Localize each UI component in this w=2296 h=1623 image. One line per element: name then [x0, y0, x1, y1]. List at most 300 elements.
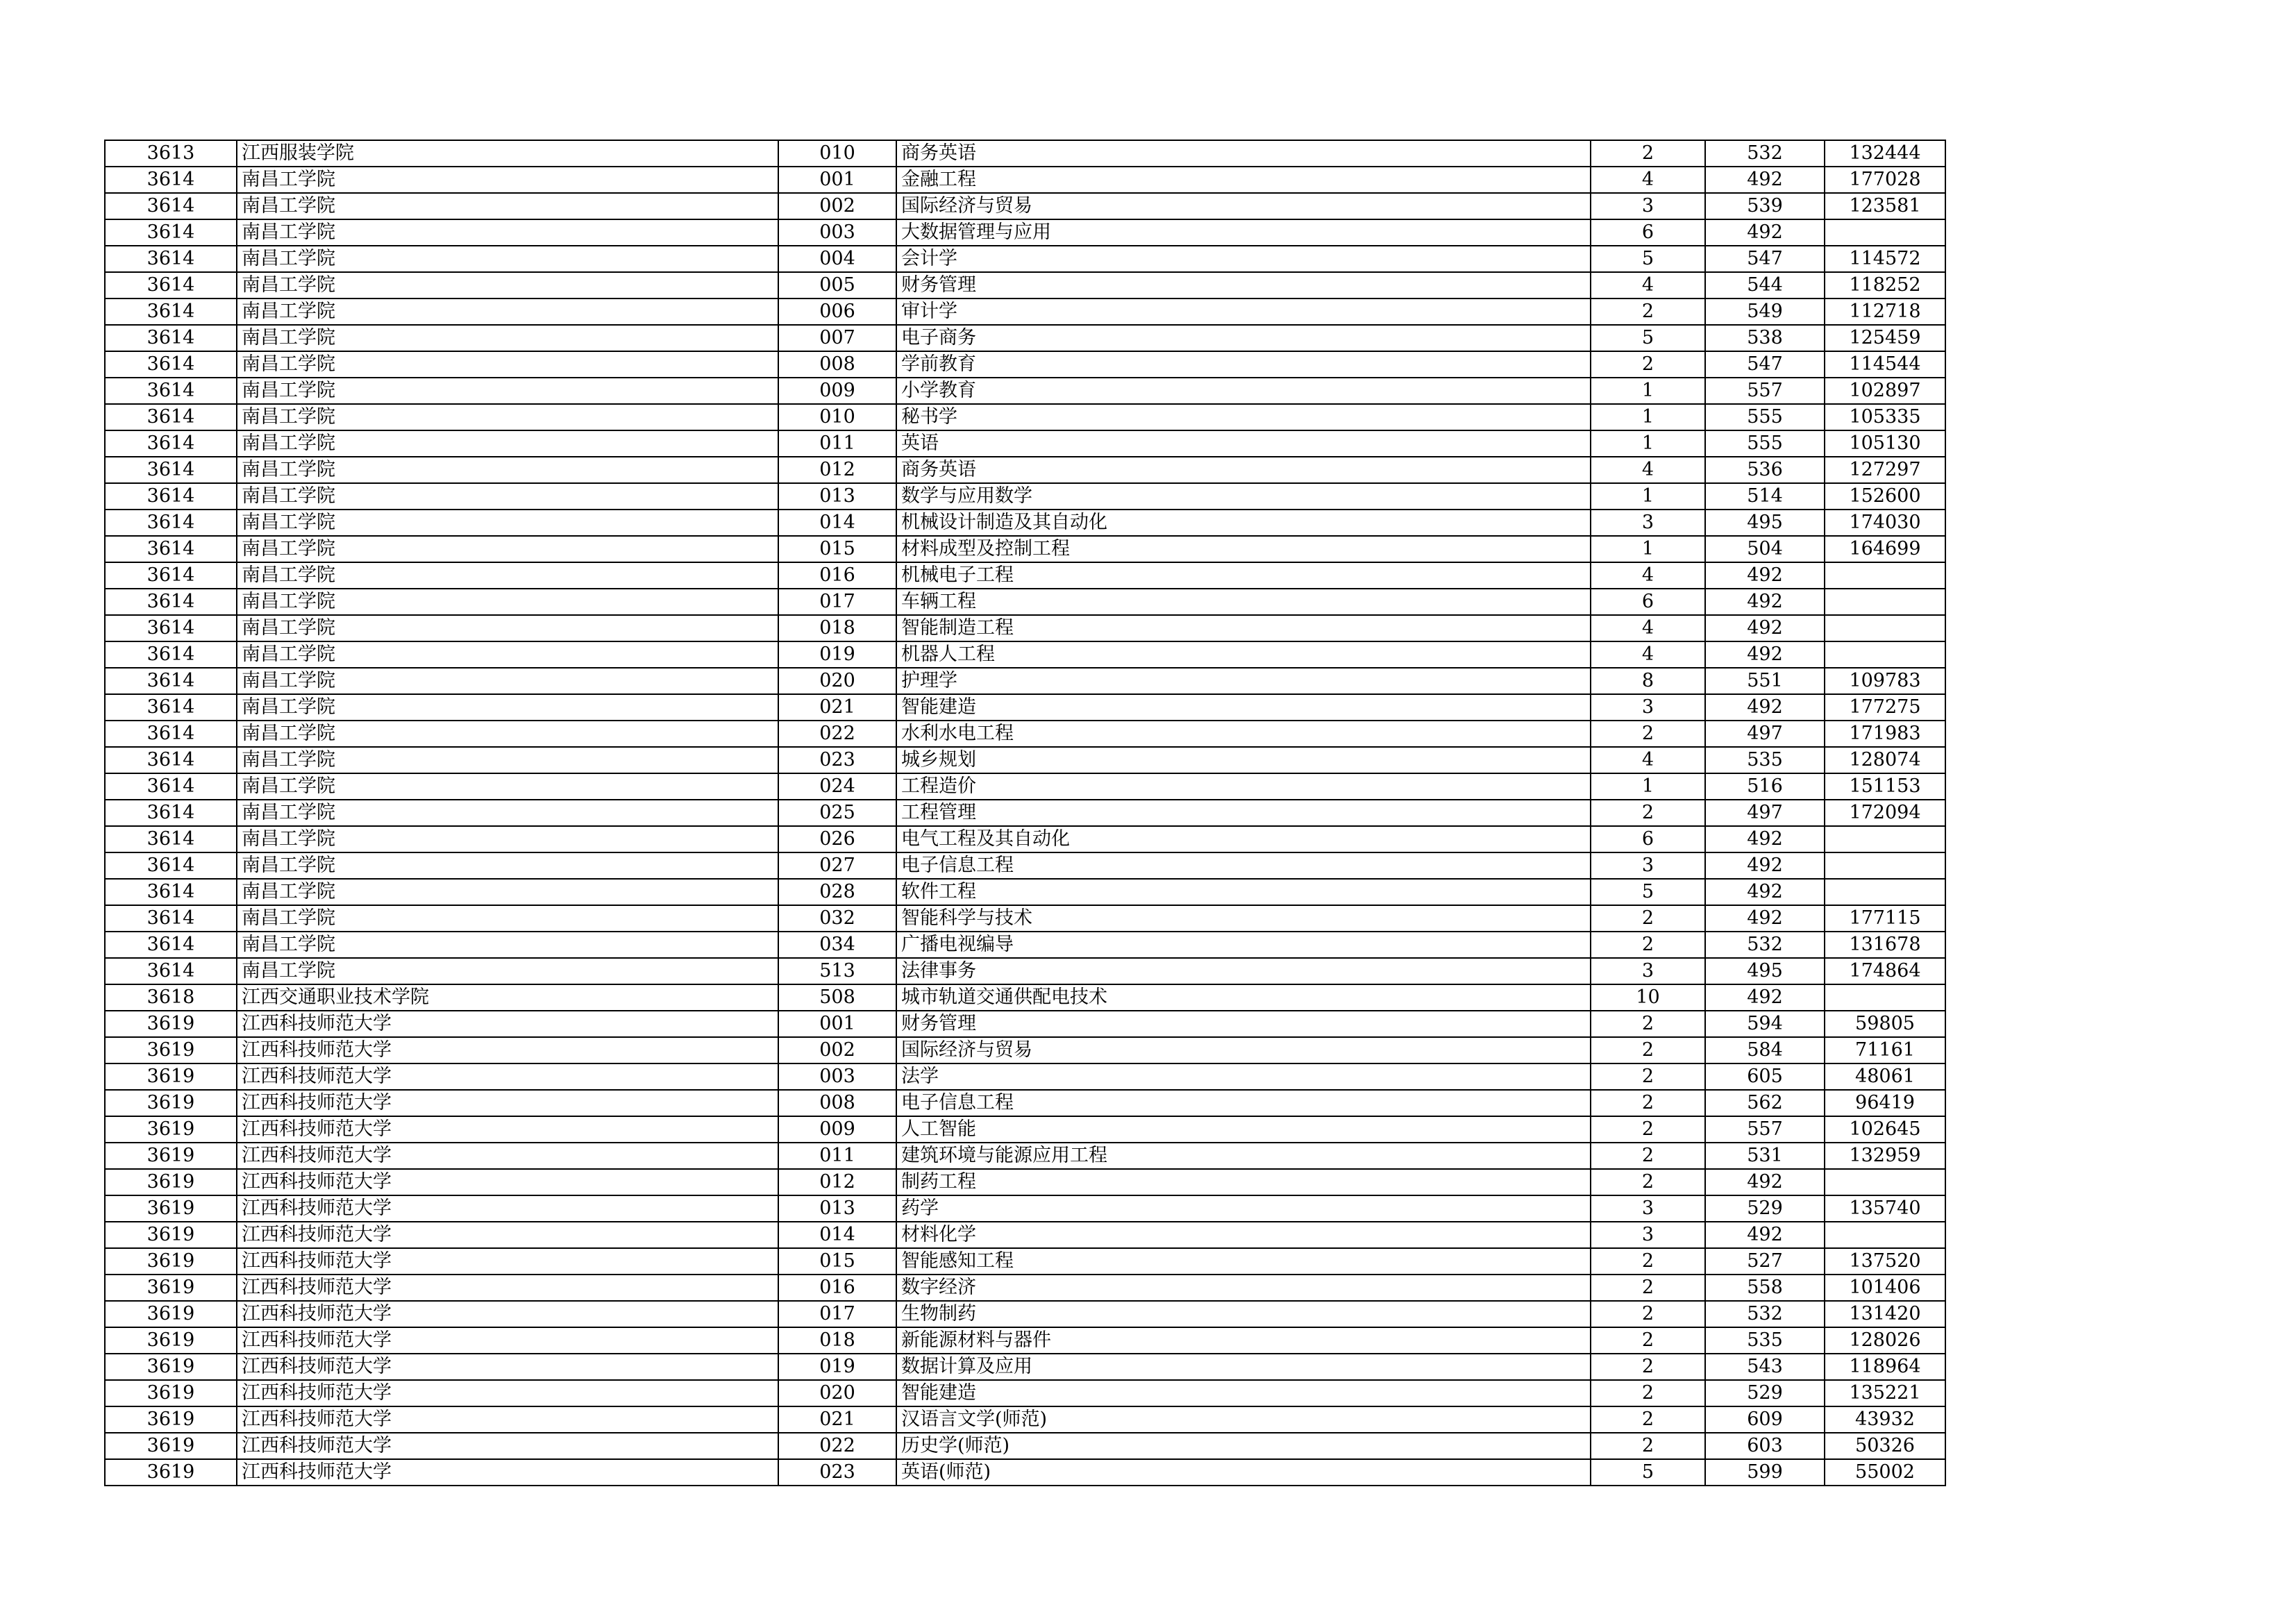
table-row	[105, 800, 1945, 826]
min-rank-cell	[1825, 852, 1945, 879]
table-row	[105, 193, 1945, 219]
min-rank-cell: 50326	[1825, 1433, 1945, 1459]
table-row	[105, 1406, 1945, 1433]
table-row	[105, 351, 1945, 378]
min-score-cell: 497	[1705, 800, 1825, 826]
major-name-cell: 秘书学	[896, 404, 1591, 430]
plan-count-cell: 3	[1591, 193, 1705, 219]
plan-count-cell: 2	[1591, 905, 1705, 932]
table-row	[105, 246, 1945, 272]
major-code-cell: 019	[778, 641, 896, 668]
major-name-cell: 生物制药	[896, 1301, 1591, 1327]
plan-count-cell: 1	[1591, 483, 1705, 510]
table-row	[105, 694, 1945, 721]
plan-count-cell: 3	[1591, 958, 1705, 984]
plan-count-cell: 1	[1591, 773, 1705, 800]
major-code-cell: 022	[778, 1433, 896, 1459]
school-code-cell: 3619	[105, 1195, 237, 1222]
min-rank-cell: 174864	[1825, 958, 1945, 984]
major-name-cell: 工程管理	[896, 800, 1591, 826]
min-rank-cell: 128074	[1825, 747, 1945, 773]
plan-count-cell: 2	[1591, 800, 1705, 826]
major-code-cell: 011	[778, 430, 896, 457]
major-name-cell: 制药工程	[896, 1169, 1591, 1195]
major-name-cell: 商务英语	[896, 140, 1591, 167]
table-row	[105, 536, 1945, 562]
major-name-cell: 审计学	[896, 298, 1591, 325]
school-code-cell: 3619	[105, 1354, 237, 1380]
school-name-cell: 江西科技师范大学	[237, 1459, 778, 1486]
table-row	[105, 562, 1945, 589]
major-code-cell: 016	[778, 1275, 896, 1301]
major-name-cell: 智能制造工程	[896, 615, 1591, 641]
school-name-cell: 江西科技师范大学	[237, 1301, 778, 1327]
min-rank-cell: 131678	[1825, 932, 1945, 958]
plan-count-cell: 2	[1591, 721, 1705, 747]
school-name-cell: 南昌工学院	[237, 932, 778, 958]
min-score-cell: 547	[1705, 351, 1825, 378]
plan-count-cell: 2	[1591, 1354, 1705, 1380]
major-code-cell: 013	[778, 483, 896, 510]
major-name-cell: 智能建造	[896, 1380, 1591, 1406]
min-rank-cell: 125459	[1825, 325, 1945, 351]
min-rank-cell	[1825, 219, 1945, 246]
table-row	[105, 1063, 1945, 1090]
table-row	[105, 1459, 1945, 1486]
table-row	[105, 167, 1945, 193]
plan-count-cell: 2	[1591, 1063, 1705, 1090]
major-name-cell: 数字经济	[896, 1275, 1591, 1301]
plan-count-cell: 2	[1591, 1037, 1705, 1063]
plan-count-cell: 10	[1591, 984, 1705, 1011]
table-row	[105, 1143, 1945, 1169]
major-code-cell: 008	[778, 1090, 896, 1116]
min-score-cell: 557	[1705, 378, 1825, 404]
min-score-cell: 539	[1705, 193, 1825, 219]
major-name-cell: 电子信息工程	[896, 1090, 1591, 1116]
min-score-cell: 492	[1705, 589, 1825, 615]
min-score-cell: 492	[1705, 1222, 1825, 1248]
min-rank-cell	[1825, 879, 1945, 905]
min-score-cell: 531	[1705, 1143, 1825, 1169]
school-name-cell: 南昌工学院	[237, 404, 778, 430]
school-name-cell: 南昌工学院	[237, 167, 778, 193]
major-code-cell: 021	[778, 1406, 896, 1433]
school-code-cell: 3614	[105, 193, 237, 219]
min-score-cell: 527	[1705, 1248, 1825, 1275]
min-rank-cell: 171983	[1825, 721, 1945, 747]
school-name-cell: 南昌工学院	[237, 193, 778, 219]
major-name-cell: 历史学(师范)	[896, 1433, 1591, 1459]
major-code-cell: 001	[778, 167, 896, 193]
table-row	[105, 879, 1945, 905]
plan-count-cell: 2	[1591, 1380, 1705, 1406]
min-rank-cell: 174030	[1825, 510, 1945, 536]
school-name-cell: 江西科技师范大学	[237, 1195, 778, 1222]
major-name-cell: 水利水电工程	[896, 721, 1591, 747]
major-name-cell: 财务管理	[896, 272, 1591, 298]
admission-table	[104, 140, 1946, 1486]
min-rank-cell: 59805	[1825, 1011, 1945, 1037]
plan-count-cell: 5	[1591, 246, 1705, 272]
major-code-cell: 034	[778, 932, 896, 958]
min-score-cell: 555	[1705, 430, 1825, 457]
major-name-cell: 法学	[896, 1063, 1591, 1090]
min-rank-cell: 43932	[1825, 1406, 1945, 1433]
min-rank-cell: 132959	[1825, 1143, 1945, 1169]
school-name-cell: 江西科技师范大学	[237, 1037, 778, 1063]
table-row	[105, 589, 1945, 615]
min-score-cell: 551	[1705, 668, 1825, 694]
min-rank-cell: 114572	[1825, 246, 1945, 272]
major-code-cell: 032	[778, 905, 896, 932]
min-rank-cell: 112718	[1825, 298, 1945, 325]
table-row	[105, 404, 1945, 430]
min-score-cell: 609	[1705, 1406, 1825, 1433]
min-rank-cell: 48061	[1825, 1063, 1945, 1090]
major-code-cell: 021	[778, 694, 896, 721]
major-name-cell: 学前教育	[896, 351, 1591, 378]
min-rank-cell: 177028	[1825, 167, 1945, 193]
min-score-cell: 599	[1705, 1459, 1825, 1486]
min-rank-cell: 96419	[1825, 1090, 1945, 1116]
school-name-cell: 南昌工学院	[237, 272, 778, 298]
school-code-cell: 3614	[105, 404, 237, 430]
major-name-cell: 汉语言文学(师范)	[896, 1406, 1591, 1433]
major-name-cell: 护理学	[896, 668, 1591, 694]
school-name-cell: 南昌工学院	[237, 668, 778, 694]
school-code-cell: 3614	[105, 272, 237, 298]
school-code-cell: 3619	[105, 1406, 237, 1433]
min-score-cell: 492	[1705, 879, 1825, 905]
table-row	[105, 1037, 1945, 1063]
table-row	[105, 1433, 1945, 1459]
min-rank-cell	[1825, 641, 1945, 668]
school-code-cell: 3614	[105, 510, 237, 536]
major-name-cell: 电气工程及其自动化	[896, 826, 1591, 852]
plan-count-cell: 6	[1591, 219, 1705, 246]
table-row	[105, 1116, 1945, 1143]
min-score-cell: 535	[1705, 747, 1825, 773]
min-score-cell: 536	[1705, 457, 1825, 483]
min-score-cell: 532	[1705, 932, 1825, 958]
major-name-cell: 金融工程	[896, 167, 1591, 193]
min-score-cell: 492	[1705, 1169, 1825, 1195]
major-code-cell: 002	[778, 1037, 896, 1063]
min-rank-cell	[1825, 1169, 1945, 1195]
min-score-cell: 492	[1705, 562, 1825, 589]
school-code-cell: 3614	[105, 483, 237, 510]
min-rank-cell: 102645	[1825, 1116, 1945, 1143]
plan-count-cell: 4	[1591, 272, 1705, 298]
plan-count-cell: 4	[1591, 562, 1705, 589]
major-code-cell: 003	[778, 219, 896, 246]
school-code-cell: 3614	[105, 589, 237, 615]
school-code-cell: 3614	[105, 536, 237, 562]
min-rank-cell: 118252	[1825, 272, 1945, 298]
table-row	[105, 1090, 1945, 1116]
plan-count-cell: 2	[1591, 298, 1705, 325]
min-score-cell: 529	[1705, 1195, 1825, 1222]
plan-count-cell: 2	[1591, 351, 1705, 378]
school-code-cell: 3614	[105, 958, 237, 984]
table-row	[105, 852, 1945, 879]
major-code-cell: 022	[778, 721, 896, 747]
school-code-cell: 3614	[105, 615, 237, 641]
min-rank-cell	[1825, 826, 1945, 852]
table-row	[105, 615, 1945, 641]
school-code-cell: 3614	[105, 430, 237, 457]
school-code-cell: 3619	[105, 1169, 237, 1195]
major-code-cell: 513	[778, 958, 896, 984]
major-name-cell: 药学	[896, 1195, 1591, 1222]
min-rank-cell: 118964	[1825, 1354, 1945, 1380]
min-rank-cell: 71161	[1825, 1037, 1945, 1063]
major-code-cell: 020	[778, 1380, 896, 1406]
major-code-cell: 014	[778, 1222, 896, 1248]
table-row	[105, 1327, 1945, 1354]
min-rank-cell: 101406	[1825, 1275, 1945, 1301]
major-code-cell: 026	[778, 826, 896, 852]
major-code-cell: 007	[778, 325, 896, 351]
major-name-cell: 工程造价	[896, 773, 1591, 800]
school-name-cell: 南昌工学院	[237, 747, 778, 773]
plan-count-cell: 2	[1591, 1011, 1705, 1037]
table-row	[105, 641, 1945, 668]
major-name-cell: 广播电视编导	[896, 932, 1591, 958]
school-code-cell: 3619	[105, 1433, 237, 1459]
school-name-cell: 江西科技师范大学	[237, 1222, 778, 1248]
plan-count-cell: 5	[1591, 325, 1705, 351]
min-score-cell: 492	[1705, 826, 1825, 852]
min-score-cell: 516	[1705, 773, 1825, 800]
plan-count-cell: 1	[1591, 404, 1705, 430]
school-code-cell: 3614	[105, 721, 237, 747]
school-code-cell: 3614	[105, 747, 237, 773]
min-score-cell: 495	[1705, 510, 1825, 536]
school-code-cell: 3614	[105, 641, 237, 668]
major-name-cell: 会计学	[896, 246, 1591, 272]
min-rank-cell	[1825, 562, 1945, 589]
major-name-cell: 机器人工程	[896, 641, 1591, 668]
major-code-cell: 027	[778, 852, 896, 879]
school-code-cell: 3614	[105, 694, 237, 721]
major-name-cell: 智能建造	[896, 694, 1591, 721]
min-rank-cell: 55002	[1825, 1459, 1945, 1486]
plan-count-cell: 1	[1591, 536, 1705, 562]
school-name-cell: 南昌工学院	[237, 536, 778, 562]
min-score-cell: 492	[1705, 615, 1825, 641]
major-code-cell: 018	[778, 1327, 896, 1354]
school-code-cell: 3619	[105, 1116, 237, 1143]
school-code-cell: 3614	[105, 773, 237, 800]
major-name-cell: 新能源材料与器件	[896, 1327, 1591, 1354]
school-name-cell: 南昌工学院	[237, 219, 778, 246]
school-code-cell: 3619	[105, 1380, 237, 1406]
major-code-cell: 028	[778, 879, 896, 905]
min-rank-cell: 128026	[1825, 1327, 1945, 1354]
school-name-cell: 南昌工学院	[237, 852, 778, 879]
table-row	[105, 1222, 1945, 1248]
min-score-cell: 562	[1705, 1090, 1825, 1116]
school-name-cell: 南昌工学院	[237, 800, 778, 826]
min-score-cell: 603	[1705, 1433, 1825, 1459]
min-score-cell: 504	[1705, 536, 1825, 562]
major-name-cell: 智能感知工程	[896, 1248, 1591, 1275]
major-code-cell: 004	[778, 246, 896, 272]
plan-count-cell: 3	[1591, 852, 1705, 879]
table-row	[105, 1301, 1945, 1327]
school-code-cell: 3614	[105, 852, 237, 879]
min-score-cell: 605	[1705, 1063, 1825, 1090]
plan-count-cell: 3	[1591, 1222, 1705, 1248]
min-rank-cell	[1825, 1222, 1945, 1248]
school-code-cell: 3614	[105, 800, 237, 826]
plan-count-cell: 3	[1591, 694, 1705, 721]
major-code-cell: 008	[778, 351, 896, 378]
table-row	[105, 984, 1945, 1011]
table-row	[105, 430, 1945, 457]
major-code-cell: 002	[778, 193, 896, 219]
min-score-cell: 532	[1705, 1301, 1825, 1327]
min-score-cell: 514	[1705, 483, 1825, 510]
min-score-cell: 535	[1705, 1327, 1825, 1354]
table-row	[105, 325, 1945, 351]
school-name-cell: 江西科技师范大学	[237, 1406, 778, 1433]
major-code-cell: 024	[778, 773, 896, 800]
table-row	[105, 747, 1945, 773]
table-row	[105, 1275, 1945, 1301]
school-code-cell: 3613	[105, 140, 237, 167]
school-name-cell: 江西科技师范大学	[237, 1011, 778, 1037]
major-name-cell: 机械电子工程	[896, 562, 1591, 589]
major-name-cell: 财务管理	[896, 1011, 1591, 1037]
school-code-cell: 3619	[105, 1063, 237, 1090]
min-rank-cell: 164699	[1825, 536, 1945, 562]
school-code-cell: 3614	[105, 932, 237, 958]
plan-count-cell: 1	[1591, 378, 1705, 404]
major-code-cell: 023	[778, 1459, 896, 1486]
major-code-cell: 016	[778, 562, 896, 589]
school-name-cell: 江西交通职业技术学院	[237, 984, 778, 1011]
min-score-cell: 555	[1705, 404, 1825, 430]
school-name-cell: 南昌工学院	[237, 694, 778, 721]
major-name-cell: 国际经济与贸易	[896, 193, 1591, 219]
school-name-cell: 江西科技师范大学	[237, 1327, 778, 1354]
plan-count-cell: 2	[1591, 140, 1705, 167]
min-rank-cell: 123581	[1825, 193, 1945, 219]
major-code-cell: 011	[778, 1143, 896, 1169]
school-code-cell: 3614	[105, 826, 237, 852]
major-name-cell: 智能科学与技术	[896, 905, 1591, 932]
table-body	[105, 140, 1945, 1486]
min-rank-cell	[1825, 984, 1945, 1011]
school-code-cell: 3619	[105, 1459, 237, 1486]
major-name-cell: 城市轨道交通供配电技术	[896, 984, 1591, 1011]
table-row	[105, 1248, 1945, 1275]
table-row	[105, 958, 1945, 984]
school-code-cell: 3619	[105, 1301, 237, 1327]
major-code-cell: 005	[778, 272, 896, 298]
plan-count-cell: 5	[1591, 879, 1705, 905]
school-name-cell: 南昌工学院	[237, 562, 778, 589]
school-code-cell: 3619	[105, 1037, 237, 1063]
school-code-cell: 3614	[105, 562, 237, 589]
min-rank-cell: 177115	[1825, 905, 1945, 932]
major-code-cell: 023	[778, 747, 896, 773]
school-name-cell: 南昌工学院	[237, 483, 778, 510]
major-code-cell: 015	[778, 536, 896, 562]
plan-count-cell: 1	[1591, 430, 1705, 457]
school-name-cell: 南昌工学院	[237, 826, 778, 852]
school-name-cell: 南昌工学院	[237, 351, 778, 378]
school-code-cell: 3614	[105, 378, 237, 404]
major-name-cell: 电子信息工程	[896, 852, 1591, 879]
plan-count-cell: 8	[1591, 668, 1705, 694]
min-rank-cell: 105335	[1825, 404, 1945, 430]
plan-count-cell: 2	[1591, 1116, 1705, 1143]
table-row	[105, 378, 1945, 404]
table-row	[105, 721, 1945, 747]
min-rank-cell	[1825, 589, 1945, 615]
min-score-cell: 594	[1705, 1011, 1825, 1037]
min-score-cell: 549	[1705, 298, 1825, 325]
min-rank-cell: 132444	[1825, 140, 1945, 167]
school-code-cell: 3614	[105, 219, 237, 246]
plan-count-cell: 5	[1591, 1459, 1705, 1486]
major-code-cell: 012	[778, 1169, 896, 1195]
school-code-cell: 3619	[105, 1090, 237, 1116]
table-row	[105, 272, 1945, 298]
major-name-cell: 商务英语	[896, 457, 1591, 483]
plan-count-cell: 3	[1591, 1195, 1705, 1222]
major-name-cell: 数据计算及应用	[896, 1354, 1591, 1380]
major-code-cell: 020	[778, 668, 896, 694]
plan-count-cell: 4	[1591, 615, 1705, 641]
major-name-cell: 小学教育	[896, 378, 1591, 404]
school-code-cell: 3614	[105, 879, 237, 905]
major-code-cell: 001	[778, 1011, 896, 1037]
min-score-cell: 492	[1705, 219, 1825, 246]
major-code-cell: 018	[778, 615, 896, 641]
plan-count-cell: 6	[1591, 826, 1705, 852]
school-name-cell: 南昌工学院	[237, 615, 778, 641]
school-code-cell: 3618	[105, 984, 237, 1011]
school-name-cell: 南昌工学院	[237, 641, 778, 668]
min-score-cell: 495	[1705, 958, 1825, 984]
school-code-cell: 3619	[105, 1011, 237, 1037]
plan-count-cell: 3	[1591, 510, 1705, 536]
school-code-cell: 3614	[105, 457, 237, 483]
major-code-cell: 019	[778, 1354, 896, 1380]
school-name-cell: 江西科技师范大学	[237, 1090, 778, 1116]
table-row	[105, 773, 1945, 800]
min-score-cell: 492	[1705, 852, 1825, 879]
min-rank-cell: 135221	[1825, 1380, 1945, 1406]
plan-count-cell: 2	[1591, 1143, 1705, 1169]
major-name-cell: 建筑环境与能源应用工程	[896, 1143, 1591, 1169]
min-score-cell: 557	[1705, 1116, 1825, 1143]
min-score-cell: 492	[1705, 167, 1825, 193]
plan-count-cell: 4	[1591, 167, 1705, 193]
table-row	[105, 1195, 1945, 1222]
min-score-cell: 492	[1705, 694, 1825, 721]
major-code-cell: 003	[778, 1063, 896, 1090]
school-code-cell: 3614	[105, 668, 237, 694]
major-code-cell: 012	[778, 457, 896, 483]
major-code-cell: 508	[778, 984, 896, 1011]
plan-count-cell: 4	[1591, 747, 1705, 773]
